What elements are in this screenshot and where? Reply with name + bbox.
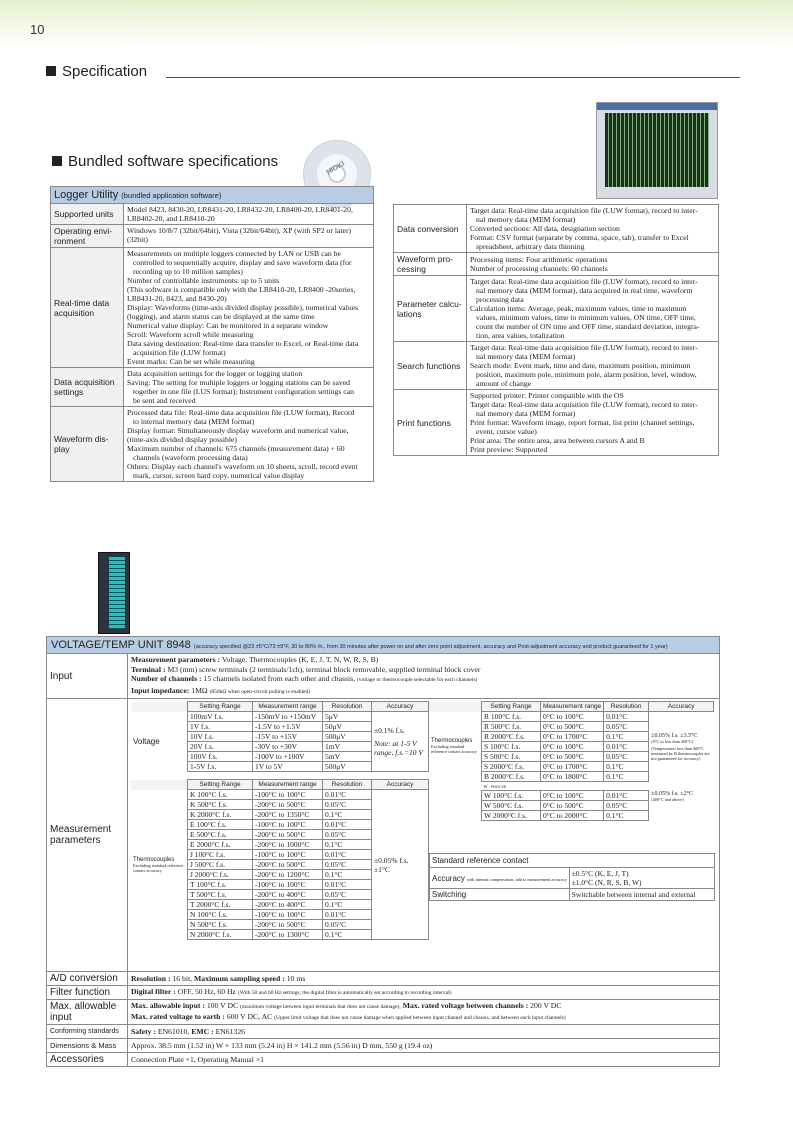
measurement-range: 0°C to 1800°C [541,772,604,782]
resolution: 0.01°C [604,791,649,801]
range-group-sub: Excluding standard reference contact accuracy [133,862,184,873]
bundled-title-text: Bundled software specifications [68,153,279,170]
measurement-range: -200°C to 400°C [253,900,323,910]
thermocouple-range-table [131,779,429,940]
resolution: 0.1°C [604,762,649,772]
bundled-title [52,153,278,170]
range-row [429,712,714,722]
maxin-val1: 100 V DC [206,1001,239,1010]
accessories-label: Accessories [47,1053,128,1067]
col-accuracy: Accuracy [372,702,429,712]
spec-line: acquisition file (LUW format) [133,348,226,357]
resolution: 0.05°C [323,890,372,900]
spec-value [467,205,719,253]
channels-note: (voltage or thermocouple selectable for each channels) [356,677,478,683]
setting-range: K 100°C f.s. [188,790,253,800]
spec-line: Format: CSV format (separate by comma, space, tab), transfer to Excel [470,233,689,242]
measurement-range: -200°C to 500°C [253,860,323,870]
measurement-range: 0°C to 2000°C [541,811,604,821]
range-row [131,790,429,800]
ad-val2: 10 ms [286,974,306,983]
ad-key1: Resolution : [131,974,171,983]
resolution: 0.05°C [604,752,649,762]
spec-row [51,225,374,248]
resolution: 0.05°C [323,860,372,870]
spec-line: (32bit) [127,235,148,244]
measurement-range: 0°C to 500°C [541,752,604,762]
logger-utility-title [51,187,374,204]
spec-line: together in one file (LUS format); Instrument configuration settings can [133,387,354,396]
square-bullet-icon [46,66,56,76]
spec-line: Target data: Real-time data acquisition file (LUW format), record to inter- [470,343,698,352]
waveform-area [605,113,709,187]
spec-line: (This software is compatible only with the LR8410-20, LR8400 -20series, [127,285,356,294]
spec-value [467,253,719,276]
spec-line: event, cursor value) [476,427,537,436]
measurement-range: -200°C to 500°C [253,800,323,810]
spec-line: Model 8423, 8430-20, LR8431-20, LR8432-20, LR8400-20, LR8401-20, [127,205,353,214]
spec-line: Print format: Waveform image, report format, list print (channel settings, [470,418,695,427]
impedance-value: 1MΩ [191,685,208,695]
filter-function-value [128,986,720,1000]
ad-val1: 16 bit, [172,974,193,983]
accuracy-value: ±0.1% f.s. [374,726,405,735]
unit-name: VOLTAGE/TEMP UNIT 8948 [51,639,191,651]
measurement-range: -200°C to 1300°C [253,930,323,940]
spec-line: mark, cursor, screen hard copy, numerical value display [133,471,305,480]
setting-range: J 100°C f.s. [188,850,253,860]
voltage-range-table [131,701,429,772]
spec-label: Real-time data acquisition [51,248,124,368]
ad-key2: Maximum sampling speed : [194,974,285,983]
resolution: 0.1°C [604,732,649,742]
switching-label: Switching [430,889,570,901]
accessories-value: Connection Plate ×1, Operating Manual ×1 [128,1053,720,1067]
range-group-name: Thermocouples [133,856,175,863]
voltage-temp-unit-image [98,552,130,634]
resolution: 0.01°C [323,910,372,920]
spec-line: (logging), and alarm status can be displayed at the same time [127,312,315,321]
w-label: W : Wre5-26 [483,783,506,789]
resolution: 0.1°C [604,811,649,821]
resolution: 0.05°C [323,920,372,930]
resolution: 0.01°C [604,712,649,722]
spec-line: recording up to 10 million samples) [133,267,243,276]
measurement-range: -15V to +15V [253,732,323,742]
spec-line: Measurements on multiple loggers connected by LAN or USB can be [127,249,341,258]
spec-value [124,368,374,407]
switching-value: Switchable between internal and external [569,889,714,901]
setting-range: 10V f.s. [188,732,253,742]
spec-value [124,225,374,248]
range-group-name: Thermocouples [431,737,473,744]
measurement-range: -100°C to 100°C [253,880,323,890]
spec-value [124,407,374,482]
maxin-key1: Max. allowable input : [131,1001,205,1010]
terminal-key: Terminal : [131,664,166,674]
spec-line: (time-axis divided display possible) [127,435,237,444]
software-screenshot-image [596,102,718,199]
logger-utility-table [50,186,374,482]
spacer [649,782,714,791]
spec-line: nal memory data (MEM format), data acquired in real time, waveform [476,286,693,295]
impedance-key: Input impedance: [131,685,190,695]
conforming-standards-value [128,1025,720,1039]
resolution: 0.1°C [323,930,372,940]
measurement-range: -1.5V to +1.5V [253,722,323,732]
resolution: 0.01°C [323,850,372,860]
spec-line: Others: Display each channel's waveform on 10 sheets, scroll, record event [127,462,358,471]
measurement-range: -100°C to 100°C [253,850,323,860]
spec-line: Numerical value display: Can be monitored in a separate window [127,321,329,330]
standard-reference-contact-table [429,853,715,901]
header-band [0,0,793,48]
spec-row [394,205,719,253]
spec-label: Print functions [394,390,467,456]
spec-line: position, maximum pole, minimum pole, alarm position, level, window, [476,370,697,379]
spec-line: Number of controllable instruments: up to 5 units [127,276,280,285]
safety-key: Safety : [131,1027,156,1036]
ad-conversion-label: A/D conversion [47,972,128,986]
spec-line: processing data [476,295,524,304]
spec-line: amount of change [476,379,532,388]
setting-range: S 100°C f.s. [482,742,541,752]
measurement-range: -100V to +100V [253,752,323,762]
dimensions-value: Approx. 38.5 mm (1.52 in) W × 133 mm (5.24 in) H × 141.2 mm (5.56 in) D mm, 550 g (19.4 oz) [128,1039,720,1053]
range-accuracy [372,790,429,940]
logger-name: Logger Utility [54,189,119,201]
measurement-range: -200°C to 1200°C [253,870,323,880]
measurement-range: 1V to 5V [253,762,323,772]
std-ref-accuracy-value [569,868,714,889]
spec-value [467,276,719,342]
spec-row [394,276,719,342]
spec-row [51,248,374,368]
spec-value [124,204,374,225]
spec-label: Waveform pro- cessing [394,253,467,276]
col-accuracy: Accuracy [649,702,714,712]
range-accuracy [649,712,714,782]
spec-line: Supported printer: Printer compatible with the OS [470,391,624,400]
software-functions-table [393,204,719,456]
setting-range: W 500°C f.s. [482,801,541,811]
safety-val: EN61010, [157,1027,190,1036]
spec-line: values, minimum values, time to minimum values, ON time, OFF time, [476,313,696,322]
maxin-key3: Max. rated voltage to earth : [131,1012,225,1021]
spec-label: Data conversion [394,205,467,253]
col-setting-range: Setting Range [188,780,253,790]
range-group-label [131,712,188,772]
resolution: 5mV [323,752,372,762]
measurement-range: -200°C to 1350°C [253,810,323,820]
spec-value [467,342,719,390]
accuracy-note: (400°C and above) [651,797,684,802]
setting-range: T 100°C f.s. [188,880,253,890]
unit-title [47,637,720,654]
resolution: 5μV [323,712,372,722]
spec-label: Parameter calcu- lations [394,276,467,342]
accuracy-value: ±0.05% f.s. ±3.5°C [651,732,698,739]
spec-line: nal memory data (MEM format) [476,215,576,224]
spec-line: Target data: Real-time data acquisition file (LUW format), record to inter- [470,400,698,409]
col-resolution: Resolution [604,702,649,712]
spec-line: LR8402-20, and LR8410-20 [127,214,215,223]
std-ref-accuracy-label [430,868,570,889]
maxin-note1: (maximum voltage between input terminals that does not cause damage), [240,1004,401,1010]
spec-line: Windows 10/8/7 (32bit/64bit), Vista (32bit/64bit), XP (with SP2 or later) [127,226,352,235]
spec-line: Calculation items: Average, peak, maximum values, time to maximum [470,304,687,313]
ad-conversion-value [128,972,720,986]
measurement-range: 0°C to 100°C [541,791,604,801]
setting-range: R 100°C f.s. [482,712,541,722]
setting-range: T 2000°C f.s. [188,900,253,910]
terminal-strip [109,557,125,629]
spec-line: Data saving destination: Real-time data transfer to Excel, or Real-time data [127,339,359,348]
accuracy-note: (0°C to less than 400°C) [651,739,694,744]
accuracy-label: Accuracy [432,873,465,883]
setting-range: J 500°C f.s. [188,860,253,870]
measurement-range: -30V to +30V [253,742,323,752]
maxin-key2: Max. rated voltage between channels : [402,1001,529,1010]
measurement-range: -200°C to 400°C [253,890,323,900]
max-input-value [128,1000,720,1025]
measurement-range: 0°C to 100°C [541,712,604,722]
spec-label: Search functions [394,342,467,390]
spec-line: Print preview: Supported [470,445,548,454]
setting-range: N 2000°C f.s. [188,930,253,940]
resolution: 0.01°C [323,880,372,890]
resolution: 0.1°C [323,810,372,820]
col-resolution: Resolution [323,780,372,790]
input-value [128,654,720,699]
spec-label: Waveform dis- play [51,407,124,482]
resolution: 0.1°C [323,900,372,910]
setting-range: E 100°C f.s. [188,820,253,830]
setting-range: N 100°C f.s. [188,910,253,920]
measurement-range: 0°C to 500°C [541,722,604,732]
spec-line: Search mode: Event mark, time and date, maximum position, minimum [470,361,691,370]
resolution: 500μV [323,762,372,772]
setting-range: J 2000°C f.s. [188,870,253,880]
setting-range: T 500°C f.s. [188,890,253,900]
page-number: 10 [30,22,45,37]
filter-val: OFF, 50 Hz, 60 Hz [177,987,236,996]
cd-logo: HIOKI [325,160,346,177]
filter-key: Digital filter : [131,987,176,996]
resolution: 0.05°C [323,830,372,840]
setting-range: 1V f.s. [188,722,253,732]
range-group-name: Voltage [133,737,160,746]
setting-range: R 2000°C f.s. [482,732,541,742]
spec-row [51,368,374,407]
resolution: 0.1°C [604,772,649,782]
measurement-range: -200°C to 500°C [253,830,323,840]
terminal-value: M3 (mm) screw terminals (2 terminals/1ch), terminal block removable, supplied terminal block cover [167,664,481,674]
measurement-range: 0°C to 1700°C [541,732,604,742]
square-bullet-icon [52,156,62,166]
resolution: 50μV [323,722,372,732]
maxin-note3: (Upper limit voltage that does not cause damage when applied between input channel and chassis, and between each input channels) [274,1015,566,1021]
measurement-range: -100°C to 100°C [253,790,323,800]
measurement-range: -150mV to +150mV [253,712,323,722]
channels-key: Number of channels : [131,674,202,683]
col-accuracy: Accuracy [372,780,429,790]
measurement-range: -100°C to 100°C [253,820,323,830]
spec-line: Display format: Simultaneously display waveform and numerical value, [127,426,349,435]
col-setting-range: Setting Range [482,702,541,712]
dimensions-label: Dimensions & Mass [47,1039,128,1053]
spec-line: LR8431-20, 8423, and 8430-20) [127,294,227,303]
range-accuracy [649,791,714,821]
emc-key: EMC : [191,1027,214,1036]
measurement-range: 0°C to 100°C [541,742,604,752]
spec-line: Number of processing channels: 60 channels [470,264,608,273]
resolution: 1mV [323,742,372,752]
resolution: 0.1°C [323,870,372,880]
spec-line: nal memory data (MEM format) [476,409,576,418]
max-input-label: Max. allowable input [47,1000,128,1025]
section-rule [166,77,740,78]
setting-range: 100mV f.s. [188,712,253,722]
accuracy-value: ±0.05% f.s. ±2°C [651,790,693,797]
maxin-val3: 600 V DC, AC [226,1012,273,1021]
setting-range: E 500°C f.s. [188,830,253,840]
spec-label: Operating envi- ronment [51,225,124,248]
spec-line: Target data: Real-time data acquisition file (LUW format), record to inter- [470,206,698,215]
spec-line: controlled to sequentially acquire, display and save waveform data (for [133,258,352,267]
conforming-standards-label: Conforming standards [47,1025,128,1039]
resolution: 500μV [323,732,372,742]
col-setting-range: Setting Range [188,702,253,712]
voltage-temp-unit-table [46,636,720,1067]
accuracy-sub: with internal compensation, add to measurement accuracy [466,876,567,882]
setting-range: W 2000°C f.s. [482,811,541,821]
spec-line: Display: Waveforms (time-axis divided display possible), numerical values [127,303,359,312]
setting-range: K 500°C f.s. [188,800,253,810]
range-group-label [429,712,482,821]
accuracy-note: Note: at 1-5 V range, f.s.=10 V [374,739,424,757]
spec-line: Target data: Real-time data acquisition file (LUW format), record to inter- [470,277,698,286]
range-group-sub: Excluding standard reference contact accuracy [431,743,477,754]
setting-range: 100V f.s. [188,752,253,762]
range-group-label [131,790,188,940]
spec-line: Print area: The entire area, area between cursors A and B [470,436,645,445]
spec-line: Maximum number of channels: 675 channels (measurement data) + 60 [127,444,345,453]
resolution: 0.01°C [604,742,649,752]
logger-note: (bundled application software) [121,191,222,200]
accuracy-value: ±0.05% f.s. ±1°C [374,855,409,874]
spec-line: to internal memory data (MEM format) [133,417,255,426]
spec-row [51,204,374,225]
spec-line: count the number of ON time and OFF time, standard deviation, integra- [476,322,700,331]
resolution: 0.05°C [604,801,649,811]
resolution: 0.05°C [323,800,372,810]
accuracy-note2: (Temperatures less than 400°C measured by B thermocouples are not guaranteed for accuracy) [651,746,710,761]
spec-line: Scroll: Waveform scroll while measuring [127,330,254,339]
spec-row [51,407,374,482]
setting-range: E 2000°C f.s. [188,840,253,850]
spec-line: Event marks: Can be set while measuring [127,357,255,366]
setting-range: R 500°C f.s. [482,722,541,732]
measurement-range: -200°C to 1000°C [253,840,323,850]
spec-value [467,390,719,456]
measurement-range: 0°C to 500°C [541,801,604,811]
range-accuracy [372,712,429,772]
setting-range: S 500°C f.s. [482,752,541,762]
unit-title-note: (accuracy specified @23 ±5°C/73 ±9°F, 30 to 80% rh., from 30 minutes after power on and after zero point adjustment, accuracy and Post-adjustment accuracy and product guaranteed for 1 year) [193,644,668,650]
col-resolution: Resolution [323,702,372,712]
input-label: Input [47,654,128,699]
impedance-note: (850kΩ when open-circuit polling is enabled) [209,688,311,695]
col-measurement-range: Measurement range [541,702,604,712]
resolution: 0.1°C [323,840,372,850]
setting-range: N 500°C f.s. [188,920,253,930]
resolution: 0.01°C [323,790,372,800]
filter-function-label: Filter function [47,986,128,1000]
std-ref-title: Standard reference contact [430,854,715,868]
setting-range: 1-5V f.s. [188,762,253,772]
spec-line: Data acquisition settings for the logger or logging station [127,369,303,378]
setting-range: B 2000°C f.s. [482,772,541,782]
spec-row [394,253,719,276]
spec-row [394,390,719,456]
measurement-range: -100°C to 100°C [253,910,323,920]
accuracy-v2: ±1.0°C (N, R, S, B, W) [571,878,642,887]
setting-range: S 2000°C f.s. [482,762,541,772]
spec-label: Data acquisition settings [51,368,124,407]
spec-line: Processed data file: Real-time data acquisition file (LUW format), Record [127,408,355,417]
spec-line: Saving: The setting for multiple loggers or logging stations can be saved [127,378,350,387]
measurement-range: 0°C to 1700°C [541,762,604,772]
thermocouple-rsbw-table [429,701,714,821]
input-params-value: Voltage, Thermocouples (K, E, J, T, N, W, R, S, B) [221,655,379,664]
input-params-key: Measurement parameters : [131,655,221,664]
setting-range: W 100°C f.s. [482,791,541,801]
spec-line: channels (waveform processing data) [133,453,248,462]
measurement-range: -200°C to 500°C [253,920,323,930]
spec-line: Converted sections: All data, designation section [470,224,620,233]
spec-value [124,248,374,368]
spec-line: Processing items: Four arithmetic operations [470,255,608,264]
filter-note: (With 50 and 60 Hz settings, the digital filter is automatically set according to recording interval) [237,990,452,996]
channels-value: 15 channels isolated from each other and chassis, [203,674,356,683]
spec-line: be sent and received [133,396,196,405]
range-row [131,712,429,722]
spec-label: Supported units [51,204,124,225]
section-title-text: Specification [62,63,148,80]
spec-line: tion, area values, totalization [476,331,565,340]
window-titlebar [597,103,717,110]
spec-line: nal memory data (MEM format) [476,352,576,361]
spec-row [394,342,719,390]
setting-range: 20V f.s. [188,742,253,752]
spec-line: spreadsheet, arbitrary data thinning [476,242,585,251]
measurement-parameters-label: Measurement parameters [47,699,128,972]
resolution: 0.01°C [323,820,372,830]
col-measurement-range: Measurement range [253,702,323,712]
emc-val: EN61326 [215,1027,246,1036]
setting-range: K 2000°C f.s. [188,810,253,820]
section-title [46,63,147,80]
maxin-val2: 200 V DC [530,1001,562,1010]
accuracy-v1: ±0.5°C (K, E, J, T) [571,869,629,878]
resolution: 0.05°C [604,722,649,732]
measurement-parameters-value [128,699,720,972]
col-measurement-range: Measurement range [253,780,323,790]
